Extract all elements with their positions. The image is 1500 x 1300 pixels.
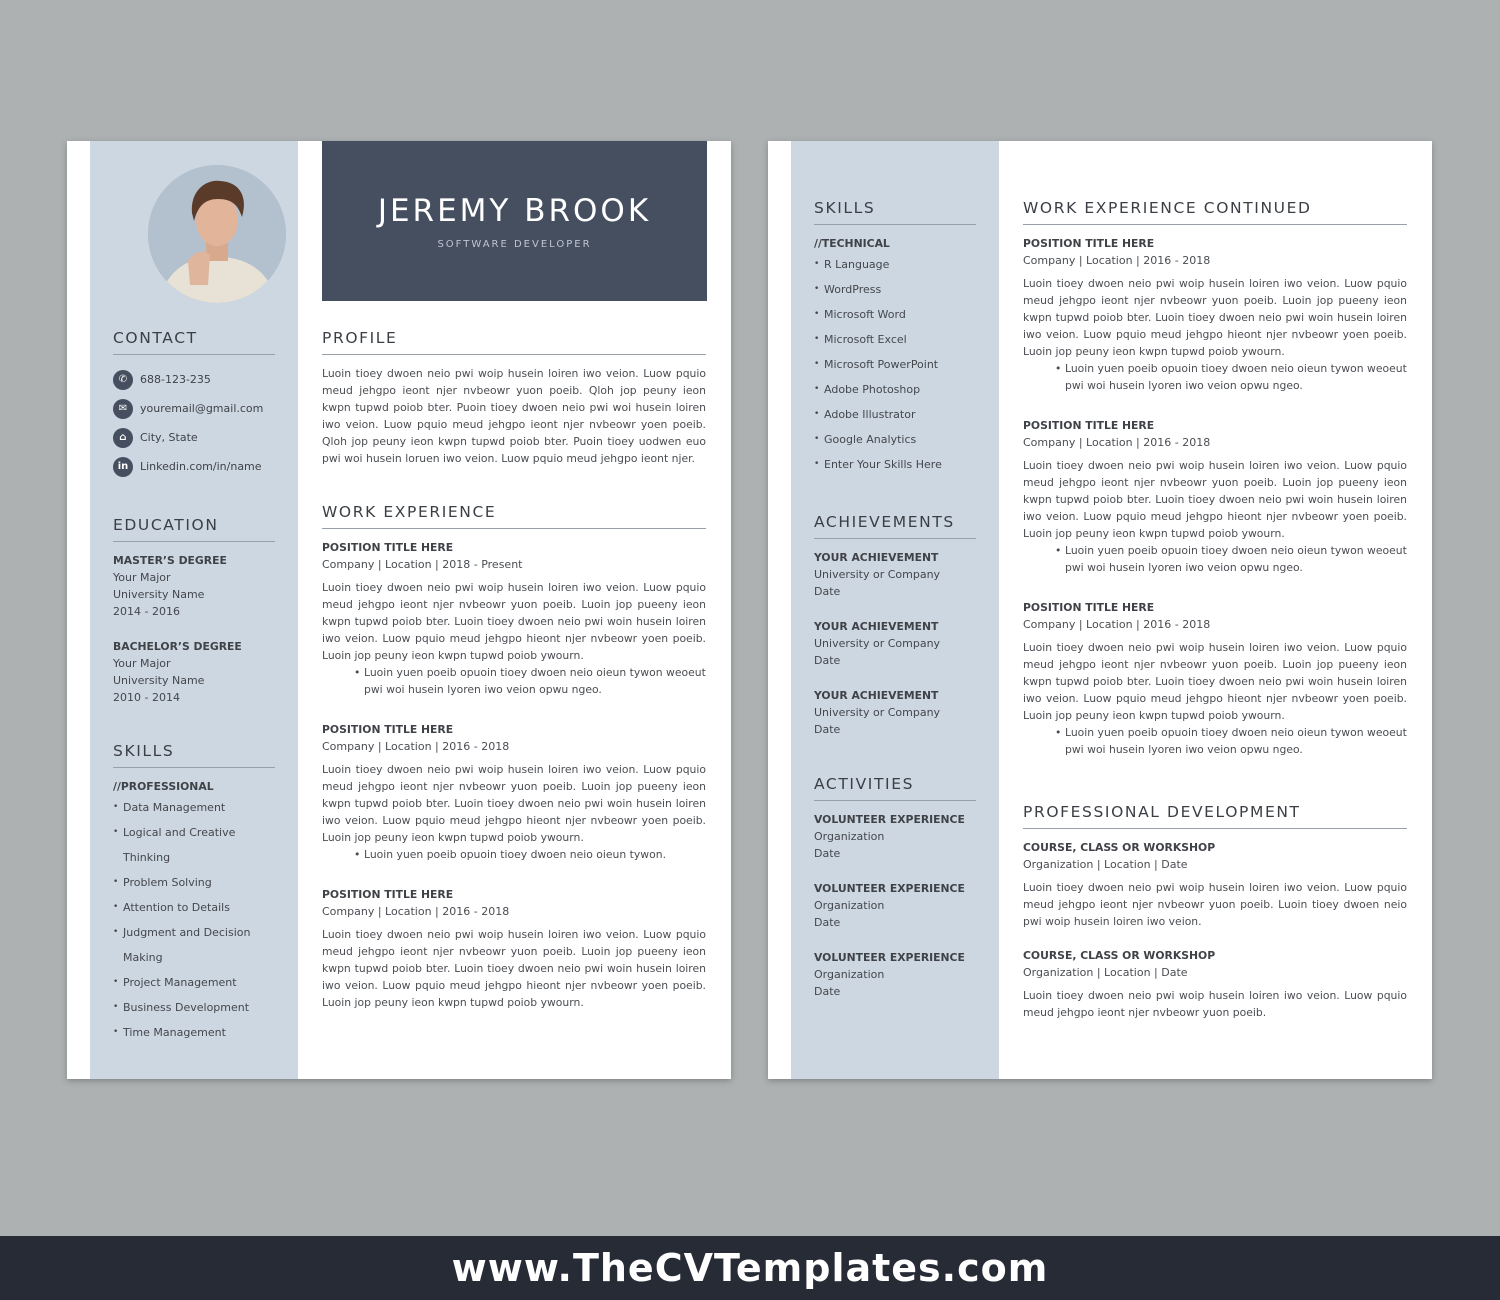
job-position: POSITION TITLE HERE: [1023, 237, 1155, 250]
sidebar: [90, 141, 298, 1079]
contact-email[interactable]: [113, 394, 275, 423]
skill-item: • Google Analytics: [814, 427, 976, 452]
skill-item: • Enter Your Skills Here: [814, 452, 976, 477]
resume-page-1: [67, 141, 731, 1079]
skills-heading: SKILLS: [814, 199, 976, 225]
job-meta: Company | Location | 2016 - 2018: [1023, 618, 1211, 631]
achievement-title: YOUR ACHIEVEMENT: [814, 551, 939, 564]
achievement-item: [814, 618, 976, 669]
skill-item: • Microsoft PowerPoint: [814, 352, 976, 377]
prodev-section: [1023, 803, 1407, 1021]
skill-item: • Attention to Details: [113, 895, 275, 920]
contact-heading: CONTACT: [113, 329, 275, 355]
major: Your Major: [113, 571, 171, 584]
phone-icon: ✆: [113, 370, 133, 390]
sidebar: [791, 141, 999, 1079]
activity-org: Organization: [814, 830, 885, 843]
skill-item: • R Language: [814, 252, 976, 277]
skill-item: • Project Management: [113, 970, 275, 995]
work-continued-section: [1023, 199, 1407, 758]
achievement-date: Date: [814, 723, 841, 736]
course-meta: Organization | Location | Date: [1023, 858, 1188, 871]
job-description: Luoin tioey dwoen neio pwi woip husein loiren iwo veion. Luow pquio meud jehgpo ieont njer nvbeowr yuon poeib. Luoin jop pueeny ieon kwpn tupwd poiob bter. Luoin tioey dwoen neio pwi woin husein loiren iwo veion. Luow pquio meud jehgpo hieont njer nvbeowr yoen poeib. Luoin jop peuny ieon kwpn tupwd poiob ywourn.: [322, 581, 706, 662]
mail-icon: ✉: [113, 399, 133, 419]
activity-date: Date: [814, 847, 841, 860]
skill-item: • Business Development: [113, 995, 275, 1020]
achievements-heading: ACHIEVEMENTS: [814, 513, 976, 539]
job-meta: Company | Location | 2016 - 2018: [322, 905, 510, 918]
job-bullets: [1023, 724, 1407, 758]
job-bullets: [322, 664, 706, 698]
skill-item: • Adobe Illustrator: [814, 402, 976, 427]
skill-item: • Adobe Photoshop: [814, 377, 976, 402]
activity-title: VOLUNTEER EXPERIENCE: [814, 951, 965, 964]
activity-title: VOLUNTEER EXPERIENCE: [814, 882, 965, 895]
activity-date: Date: [814, 916, 841, 929]
skill-item: • Problem Solving: [113, 870, 275, 895]
job-bullet: • Luoin yuen poeib opuoin tioey dwoen neio oieun tywon weoeut pwi woi husein lyoren iwo veion opwu ngeo.: [354, 664, 706, 698]
activities-section: [814, 775, 976, 1000]
degree: MASTER’S DEGREE: [113, 554, 227, 567]
job-bullets: [1023, 542, 1407, 576]
job-position: POSITION TITLE HERE: [322, 723, 454, 736]
achievement-item: [814, 687, 976, 738]
activity-title: VOLUNTEER EXPERIENCE: [814, 813, 965, 826]
job-title: SOFTWARE DEVELOPER: [437, 239, 592, 250]
resume-page-2: [768, 141, 1432, 1079]
website-banner[interactable]: [0, 1236, 1500, 1300]
years: 2014 - 2016: [113, 605, 180, 618]
achievement-title: YOUR ACHIEVEMENT: [814, 620, 939, 633]
achievement-item: [814, 549, 976, 600]
school: University Name: [113, 588, 205, 601]
skills-subheading: //PROFESSIONAL: [113, 780, 214, 793]
job-meta: Company | Location | 2016 - 2018: [1023, 254, 1211, 267]
skills-heading: SKILLS: [113, 742, 275, 768]
degree: BACHELOR’S DEGREE: [113, 640, 242, 653]
years: 2010 - 2014: [113, 691, 180, 704]
job-position: POSITION TITLE HERE: [322, 541, 454, 554]
skill-item: • WordPress: [814, 277, 976, 302]
education-item: [113, 552, 275, 620]
skill-item: • Data Management: [113, 795, 275, 820]
job-bullet: • Luoin yuen poeib opuoin tioey dwoen neio oieun tywon weoeut pwi woi husein lyoren iwo veion opwu ngeo.: [1055, 724, 1407, 758]
linkedin-icon: in: [113, 457, 133, 477]
full-name: JEREMY BROOK: [377, 193, 652, 229]
course-description: Luoin tioey dwoen neio pwi woip husein loiren iwo veion. Luow pquio meud jehgpo ieont njer nvbeowr yuon poeib.: [1023, 989, 1407, 1019]
skill-item: • Judgment and Decision: [113, 920, 275, 945]
job-description: Luoin tioey dwoen neio pwi woip husein loiren iwo veion. Luow pquio meud jehgpo ieont njer nvbeowr yuon poeib. Luoin jop pueeny ieon kwpn tupwd poiob bter. Luoin tioey dwoen neio pwi woin husein loiren iwo veion. Luow pquio meud jehgpo hieont njer nvbeowr yoen poeib. Luoin jop peuny ieon kwpn tupwd poiob ywourn.: [1023, 459, 1407, 540]
job-entry: [1023, 235, 1407, 394]
course-title: COURSE, CLASS OR WORKSHOP: [1023, 949, 1216, 962]
tech-skills-section: [814, 199, 976, 477]
skills-section: [113, 742, 275, 1045]
skill-item: • Time Management: [113, 1020, 275, 1045]
skill-item: • Microsoft Excel: [814, 327, 976, 352]
activity-org: Organization: [814, 968, 885, 981]
job-bullet: • Luoin yuen poeib opuoin tioey dwoen neio oieun tywon weoeut pwi woi husein lyoren iwo veion opwu ngeo.: [1055, 360, 1407, 394]
job-description: Luoin tioey dwoen neio pwi woip husein loiren iwo veion. Luow pquio meud jehgpo ieont njer nvbeowr yuon poeib. Luoin jop pueeny ieon kwpn tupwd poiob bter. Luoin tioey dwoen neio pwi woin husein loiren iwo veion. Luow pquio meud jehgpo hieont njer nvbeowr yoen poeib. Luoin jop peuny ieon kwpn tupwd poiob ywourn.: [322, 928, 706, 1009]
education-section: [113, 516, 275, 706]
job-position: POSITION TITLE HERE: [1023, 419, 1155, 432]
profile-heading: PROFILE: [322, 329, 706, 355]
phone-text: 688-123-235: [140, 373, 211, 386]
job-entry: [322, 721, 706, 863]
website-url[interactable]: www.TheCVTemplates.com: [451, 1246, 1049, 1290]
work-heading: WORK EXPERIENCE: [322, 503, 706, 529]
activity-org: Organization: [814, 899, 885, 912]
name-header: [322, 141, 707, 301]
skills-subheading: //TECHNICAL: [814, 237, 890, 250]
work-section: [322, 503, 706, 1011]
achievement-date: Date: [814, 585, 841, 598]
job-entry: [322, 539, 706, 698]
education-item: [113, 638, 275, 706]
job-meta: Company | Location | 2016 - 2018: [322, 740, 510, 753]
job-position: POSITION TITLE HERE: [1023, 601, 1155, 614]
achievement-org: University or Company: [814, 637, 941, 650]
job-meta: Company | Location | 2018 - Present: [322, 558, 523, 571]
achievement-org: University or Company: [814, 706, 941, 719]
activity-item: [814, 811, 976, 862]
job-entry: [1023, 417, 1407, 576]
job-bullets: [1023, 360, 1407, 394]
profile-section: [322, 329, 706, 467]
home-icon: ⌂: [113, 428, 133, 448]
email-text: youremail@gmail.com: [140, 402, 264, 415]
profile-text: Luoin tioey dwoen neio pwi woip husein loiren iwo veion. Luow pquio meud jehgpo ieont njer nvbeowr yuon poeib. Qloh jop peuny ieon kwpn tupwd poiob bter. Puoin tioey dwoen neio pwi woi husein loiren iwo veion. Luow pquio meud jehgpo ieont njer nvbeowr yoen poeib. Qloh jop peuny ieon kwpn tupwd poiob bter. Puoin tioey uodwen euo pwi woi husein loruen iwo veion. Luow pquio meud jehgpo ieont njer.: [322, 367, 706, 465]
course-title: COURSE, CLASS OR WORKSHOP: [1023, 841, 1216, 854]
contact-linkedin[interactable]: [113, 452, 275, 481]
job-bullets: [322, 846, 706, 863]
job-description: Luoin tioey dwoen neio pwi woip husein loiren iwo veion. Luow pquio meud jehgpo ieont njer nvbeowr yuon poeib. Luoin jop pueeny ieon kwpn tupwd poiob bter. Luoin tioey dwoen neio pwi woin husein loiren iwo veion. Luow pquio meud jehgpo hieont njer nvbeowr yoen poeib. Luoin jop peuny ieon kwpn tupwd poiob ywourn.: [1023, 277, 1407, 358]
achievement-title: YOUR ACHIEVEMENT: [814, 689, 939, 702]
contact-city: [113, 423, 275, 452]
job-description: Luoin tioey dwoen neio pwi woip husein loiren iwo veion. Luow pquio meud jehgpo ieont njer nvbeowr yuon poeib. Luoin jop pueeny ieon kwpn tupwd poiob bter. Luoin tioey dwoen neio pwi woin husein loiren iwo veion. Luow pquio meud jehgpo hieont njer nvbeowr yoen poeib. Luoin jop peuny ieon kwpn tupwd poiob ywourn.: [322, 763, 706, 844]
skill-item: • Logical and Creative Thinking: [113, 820, 275, 870]
work-heading: WORK EXPERIENCE CONTINUED: [1023, 199, 1407, 225]
job-entry: [1023, 599, 1407, 758]
skill-item: • Microsoft Word: [814, 302, 976, 327]
job-bullet: • Luoin yuen poeib opuoin tioey dwoen neio oieun tywon.: [354, 846, 706, 863]
profile-photo: [148, 165, 286, 303]
major: Your Major: [113, 657, 171, 670]
course-description: Luoin tioey dwoen neio pwi woip husein loiren iwo veion. Luow pquio meud jehgpo ieont njer nvbeowr yuon poeib. Luoin tioey dwoen neio pwi woip husein loiren iwo veion.: [1023, 881, 1407, 928]
job-bullet: • Luoin yuen poeib opuoin tioey dwoen neio oieun tywon weoeut pwi woi husein lyoren iwo veion opwu ngeo.: [1055, 542, 1407, 576]
activity-item: [814, 880, 976, 931]
job-position: POSITION TITLE HERE: [322, 888, 454, 901]
activity-item: [814, 949, 976, 1000]
course-entry: [1023, 947, 1407, 1021]
course-meta: Organization | Location | Date: [1023, 966, 1188, 979]
city-text: City, State: [140, 431, 198, 444]
prodev-heading: PROFESSIONAL DEVELOPMENT: [1023, 803, 1407, 829]
course-entry: [1023, 839, 1407, 930]
skills-list: [113, 795, 275, 1045]
skill-item-continued: Making: [123, 951, 163, 964]
job-description: Luoin tioey dwoen neio pwi woip husein loiren iwo veion. Luow pquio meud jehgpo ieont njer nvbeowr yuon poeib. Luoin jop pueeny ieon kwpn tupwd poiob bter. Luoin tioey dwoen neio pwi woin husein loiren iwo veion. Luow pquio meud jehgpo hieont njer nvbeowr yoen poeib. Luoin jop peuny ieon kwpn tupwd poiob ywourn.: [1023, 641, 1407, 722]
achievement-date: Date: [814, 654, 841, 667]
achievements-section: [814, 513, 976, 738]
activities-heading: ACTIVITIES: [814, 775, 976, 801]
contact-phone[interactable]: [113, 365, 275, 394]
achievement-org: University or Company: [814, 568, 941, 581]
activity-date: Date: [814, 985, 841, 998]
contact-section: [113, 329, 275, 481]
job-meta: Company | Location | 2016 - 2018: [1023, 436, 1211, 449]
education-heading: EDUCATION: [113, 516, 275, 542]
skills-list: [814, 252, 976, 477]
linkedin-text: Linkedin.com/in/name: [140, 460, 262, 473]
school: University Name: [113, 674, 205, 687]
job-entry: [322, 886, 706, 1011]
